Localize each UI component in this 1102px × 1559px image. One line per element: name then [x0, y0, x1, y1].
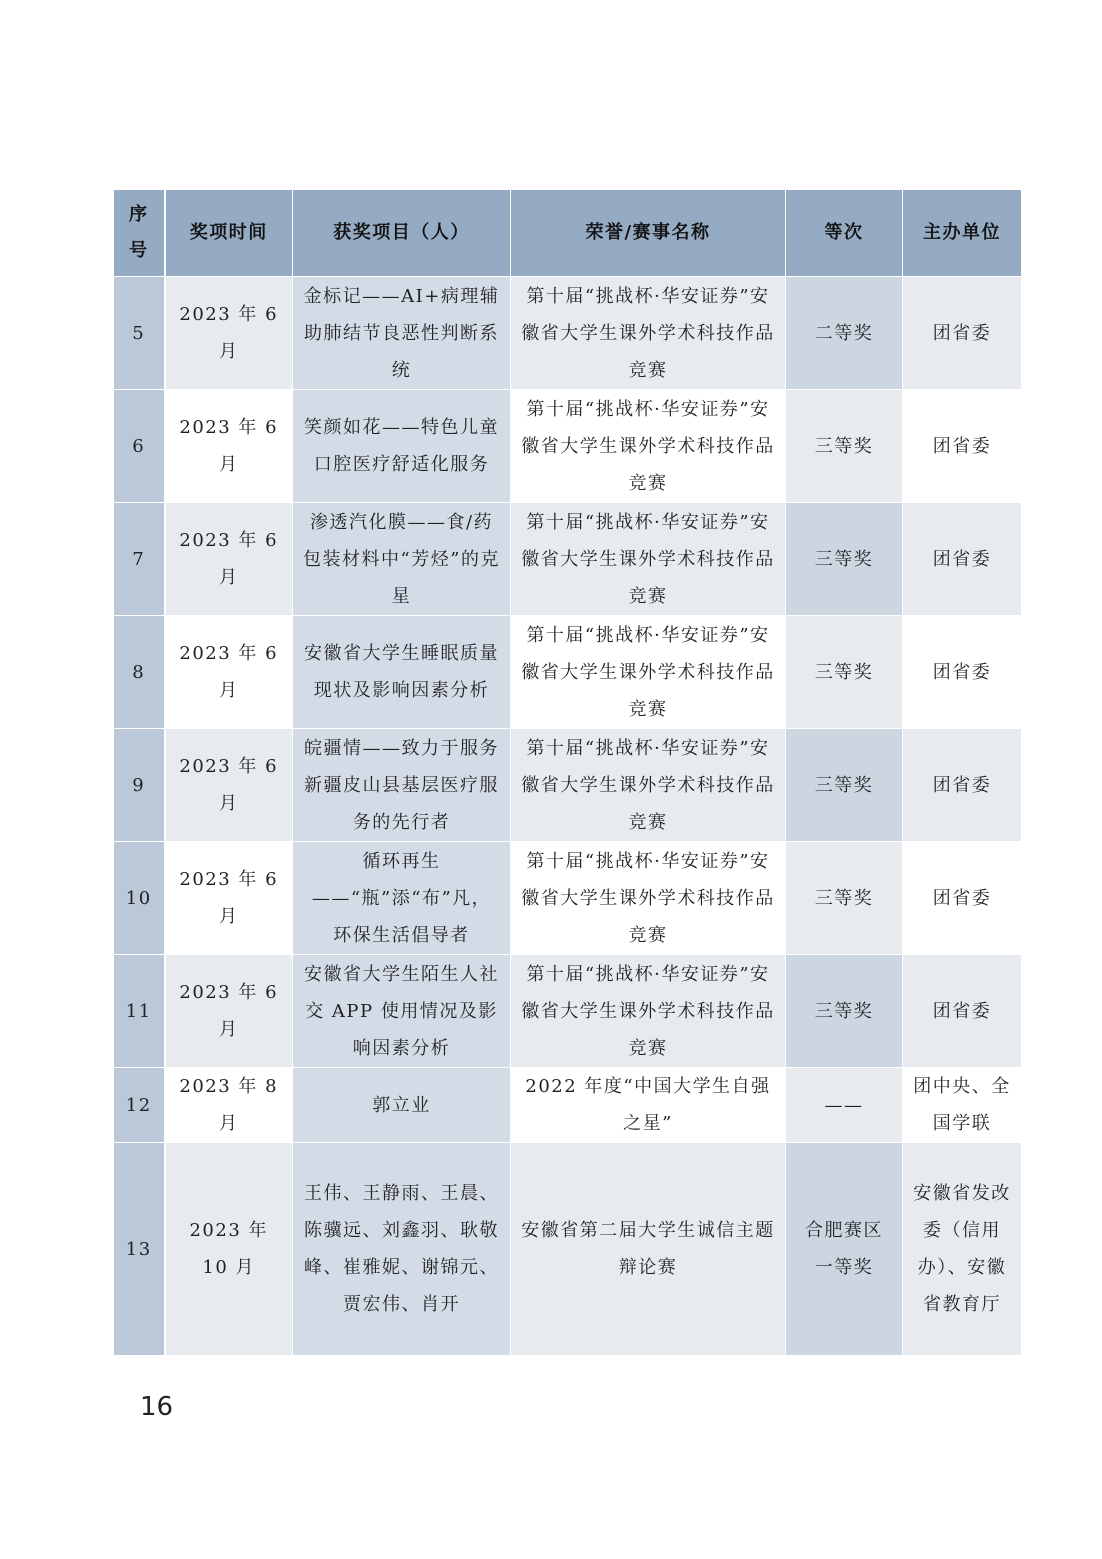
cell-project: 金标记——AI+病理辅助肺结节良恶性判断系统: [293, 277, 511, 390]
page-number: 16: [140, 1392, 174, 1422]
table-row: [114, 616, 1022, 729]
cell-honor: 第十届“挑战杯·华安证券”安徽省大学生课外学术科技作品竞赛: [511, 390, 786, 503]
cell-project: 笑颜如花——特色儿童口腔医疗舒适化服务: [293, 390, 511, 503]
cell-project: 皖疆情——致力于服务新疆皮山县基层医疗服务的先行者: [293, 729, 511, 842]
cell-rank: 三等奖: [786, 729, 903, 842]
cell-honor: 第十届“挑战杯·华安证券”安徽省大学生课外学术科技作品竞赛: [511, 842, 786, 955]
cell-time: 2023 年 8 月: [165, 1068, 293, 1143]
cell-organizer: 团省委: [903, 729, 1022, 842]
header-organizer: 主办单位: [903, 190, 1022, 277]
header-time: 奖项时间: [165, 190, 293, 277]
cell-seq: 12: [114, 1068, 165, 1143]
cell-project: 渗透汽化膜——食/药包装材料中“芳烃”的克星: [293, 503, 511, 616]
cell-organizer: 团省委: [903, 842, 1022, 955]
cell-time: 2023 年 6 月: [165, 277, 293, 390]
cell-rank: 三等奖: [786, 503, 903, 616]
cell-honor: 第十届“挑战杯·华安证券”安徽省大学生课外学术科技作品竞赛: [511, 277, 786, 390]
cell-honor: 安徽省第二届大学生诚信主题辩论赛: [511, 1143, 786, 1356]
cell-rank: 二等奖: [786, 277, 903, 390]
table-row: [114, 390, 1022, 503]
cell-honor: 第十届“挑战杯·华安证券”安徽省大学生课外学术科技作品竞赛: [511, 729, 786, 842]
cell-seq: 8: [114, 616, 165, 729]
cell-honor: 第十届“挑战杯·华安证券”安徽省大学生课外学术科技作品竞赛: [511, 955, 786, 1068]
cell-time: 2023 年 6 月: [165, 955, 293, 1068]
cell-organizer: 团省委: [903, 390, 1022, 503]
cell-organizer: 安徽省发改委（信用办）、安徽省教育厅: [903, 1143, 1022, 1356]
cell-organizer: 团省委: [903, 955, 1022, 1068]
cell-organizer: 团省委: [903, 503, 1022, 616]
table-row: [114, 1143, 1022, 1356]
cell-rank: 三等奖: [786, 842, 903, 955]
table-row: [114, 729, 1022, 842]
header-seq: 序号: [114, 190, 165, 277]
cell-rank: 三等奖: [786, 955, 903, 1068]
table-row: [114, 842, 1022, 955]
cell-honor: 第十届“挑战杯·华安证券”安徽省大学生课外学术科技作品竞赛: [511, 616, 786, 729]
awards-table: [113, 189, 1022, 1356]
cell-time: 2023 年 6 月: [165, 616, 293, 729]
table-row: [114, 1068, 1022, 1143]
cell-rank: ——: [786, 1068, 903, 1143]
cell-seq: 13: [114, 1143, 165, 1356]
cell-seq: 7: [114, 503, 165, 616]
cell-seq: 5: [114, 277, 165, 390]
cell-seq: 11: [114, 955, 165, 1068]
cell-time: 2023 年 6 月: [165, 503, 293, 616]
table-header-row: [114, 190, 1022, 277]
cell-project: 安徽省大学生睡眠质量现状及影响因素分析: [293, 616, 511, 729]
cell-project: 循环再生——“瓶”添“布”凡，环保生活倡导者: [293, 842, 511, 955]
cell-rank: 三等奖: [786, 390, 903, 503]
table-row: [114, 955, 1022, 1068]
cell-seq: 9: [114, 729, 165, 842]
header-project: 获奖项目（人）: [293, 190, 511, 277]
cell-project: 安徽省大学生陌生人社交 APP 使用情况及影响因素分析: [293, 955, 511, 1068]
cell-rank: 三等奖: [786, 616, 903, 729]
cell-organizer: 团省委: [903, 277, 1022, 390]
header-rank: 等次: [786, 190, 903, 277]
cell-time: 2023 年 10 月: [165, 1143, 293, 1356]
cell-honor: 2022 年度“中国大学生自强之星”: [511, 1068, 786, 1143]
cell-organizer: 团中央、全国学联: [903, 1068, 1022, 1143]
cell-organizer: 团省委: [903, 616, 1022, 729]
cell-honor: 第十届“挑战杯·华安证券”安徽省大学生课外学术科技作品竞赛: [511, 503, 786, 616]
cell-rank: 合肥赛区一等奖: [786, 1143, 903, 1356]
cell-project: 王伟、王静雨、王晨、陈骥远、刘鑫羽、耿敬峰、崔雅妮、谢锦元、贾宏伟、肖开: [293, 1143, 511, 1356]
cell-seq: 10: [114, 842, 165, 955]
cell-time: 2023 年 6 月: [165, 729, 293, 842]
table-row: [114, 503, 1022, 616]
cell-time: 2023 年 6 月: [165, 390, 293, 503]
cell-project: 郭立业: [293, 1068, 511, 1143]
header-honor: 荣誉/赛事名称: [511, 190, 786, 277]
cell-seq: 6: [114, 390, 165, 503]
cell-time: 2023 年 6 月: [165, 842, 293, 955]
table-row: [114, 277, 1022, 390]
